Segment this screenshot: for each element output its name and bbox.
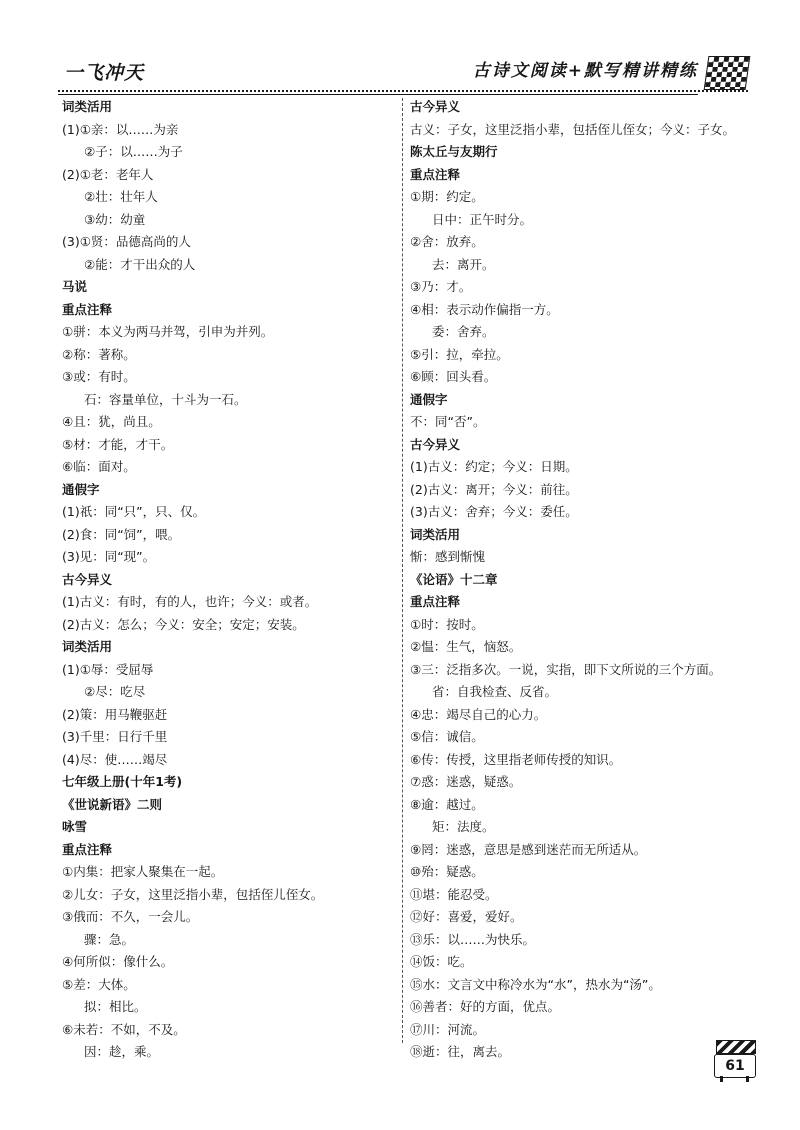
note-line: 骤：急。 [84, 931, 135, 947]
right-column [410, 96, 755, 1064]
note-line: ②能：才干出众的人 [84, 256, 196, 272]
column-divider [402, 98, 403, 1043]
note-line: (1)古义：有时，有的人，也许；今义：或者。 [62, 594, 318, 609]
section-heading: 词类活用 [410, 526, 461, 542]
note-line: ③幼：幼童 [84, 211, 146, 227]
section-heading: 通假字 [62, 481, 100, 497]
note-line: (1)①亲：以……为亲 [62, 121, 179, 137]
section-heading: 咏雪 [62, 819, 88, 834]
note-line: ⑤信：诚信。 [410, 729, 484, 744]
note-line: (2)策：用马鞭驱赶 [62, 706, 168, 722]
note-line: (4)尽：使……竭尽 [62, 751, 168, 767]
note-line: 石：容量单位，十斗为一石。 [84, 391, 247, 407]
note-line: ⑯善者：好的方面，优点。 [410, 999, 561, 1014]
note-line: ①骈：本义为两马并驾，引申为并列。 [62, 324, 274, 339]
note-line: 不：同“否”。 [410, 414, 486, 429]
note-line: ①时：按时。 [410, 616, 484, 632]
note-line: ④忠：竭尽自己的心力。 [410, 706, 547, 722]
section-heading: 词类活用 [62, 99, 113, 114]
section-heading: 词类活用 [62, 639, 113, 654]
note-line: ⑱逝：往，离去。 [410, 1044, 511, 1059]
barrier-stripes-icon [716, 1040, 756, 1054]
note-line: 日中：正午时分。 [432, 211, 533, 227]
note-line: 省：自我检查、反省。 [432, 684, 558, 699]
note-line: ⑥顾：回头看。 [410, 369, 497, 384]
page-header [58, 48, 748, 90]
note-line: ①期：约定。 [410, 189, 484, 204]
section-heading: 七年级上册(十年1考) [62, 774, 183, 789]
note-line: ④何所似：像什么。 [62, 954, 174, 969]
note-line: ⑫好：喜爱，爱好。 [410, 909, 523, 924]
section-heading: 古今异义 [62, 571, 113, 587]
barrier-leg-icon [720, 1076, 723, 1082]
note-line: ②舍：放弃。 [410, 234, 484, 249]
note-line: (2)古义：怎么；今义：安全；安定；安装。 [62, 616, 305, 632]
note-line: ⑭饭：吃。 [410, 954, 473, 969]
note-line: 拟：相比。 [84, 999, 147, 1014]
note-line: ④相：表示动作偏指一方。 [410, 301, 559, 317]
note-line: ⑪堪：能忍受。 [410, 886, 498, 902]
note-line: ⑨罔：迷惑，意思是感到迷茫而无所适从。 [410, 841, 647, 857]
note-line: 矩：法度。 [432, 819, 495, 834]
note-line: (3)见：同“现”。 [62, 549, 156, 564]
header-dotted-rule [58, 90, 748, 92]
barrier-leg-icon [746, 1076, 749, 1082]
left-column [62, 96, 397, 1064]
note-line: ②称：著称。 [62, 346, 136, 362]
page-number-badge [712, 1040, 758, 1082]
section-heading: 重点注释 [410, 594, 461, 609]
header-rule [58, 94, 698, 95]
note-line: ③或：有时。 [62, 369, 136, 384]
section-heading: 重点注释 [410, 166, 461, 182]
section-heading: 马说 [62, 279, 88, 294]
note-line: ③俄而：不久，一会儿。 [62, 909, 199, 924]
section-heading: 通假字 [410, 391, 448, 407]
note-line: ②壮：壮年人 [84, 189, 158, 204]
note-line: (3)①贤：品德高尚的人 [62, 234, 191, 249]
section-heading: 陈太丘与友期行 [410, 144, 498, 159]
brand-logo: 一飞冲天 [64, 62, 145, 84]
section-heading: 《世说新语》二则 [62, 796, 163, 812]
note-line: 古义：子女，这里泛指小辈，包括侄儿侄女；今义：子女。 [410, 121, 736, 137]
note-line: ⑤差：大体。 [62, 976, 136, 992]
note-line: ⑮水：文言文中称冷水为“水”，热水为“汤”。 [410, 976, 661, 992]
note-line: (1)祇：同“只”，只、仅。 [62, 504, 206, 519]
note-line: 去：离开。 [432, 256, 495, 272]
note-line: ③三：泛指多次。一说，实指，即下文所说的三个方面。 [410, 661, 722, 677]
section-heading: 古今异义 [410, 99, 461, 114]
note-line: (3)古义：舍弃；今义：委任。 [410, 504, 578, 519]
note-line: 因：趁，乘。 [84, 1044, 160, 1059]
section-heading: 古今异义 [410, 436, 461, 452]
note-line: (3)千里：日行千里 [62, 729, 168, 744]
section-heading: 重点注释 [62, 301, 113, 317]
note-line: ②尽：吃尽 [84, 684, 146, 699]
book-title: 古诗文阅读+默写精讲精练 [472, 61, 698, 81]
note-line: (2)古义：离开；今义：前往。 [410, 481, 578, 497]
checkered-flag-icon [704, 56, 751, 90]
note-line: ②子：以……为子 [84, 144, 183, 159]
note-line: ⑬乐：以……为快乐。 [410, 931, 536, 947]
note-line: ①内集：把家人聚集在一起。 [62, 864, 224, 879]
note-line: ⑩殆：疑惑。 [410, 864, 484, 879]
note-line: ②愠：生气，恼怒。 [410, 639, 522, 654]
note-line: ⑦惑：迷惑，疑惑。 [410, 774, 522, 789]
note-line: ⑤材：才能，才干。 [62, 436, 174, 452]
note-line: 惭：感到惭愧 [410, 549, 486, 564]
note-line: 委：舍弃。 [432, 324, 495, 339]
note-line: ④且：犹，尚且。 [62, 414, 161, 429]
note-line: (2)食：同“饲”，喂。 [62, 526, 181, 542]
page-number: 61 [714, 1054, 756, 1078]
note-line: ②儿女：子女，这里泛指小辈，包括侄儿侄女。 [62, 886, 324, 902]
note-line: ⑥未若：不如，不及。 [62, 1021, 186, 1037]
note-line: ⑰川：河流。 [410, 1021, 486, 1037]
note-line: ⑧逾：越过。 [410, 796, 484, 812]
section-heading: 《论语》十二章 [410, 571, 498, 587]
note-line: (2)①老：老年人 [62, 166, 154, 182]
note-line: ⑥传：传授，这里指老师传授的知识。 [410, 751, 622, 767]
section-heading: 重点注释 [62, 841, 113, 857]
note-line: ⑥临：面对。 [62, 459, 136, 474]
note-line: ③乃：才。 [410, 279, 472, 294]
note-line: (1)古义：约定；今义：日期。 [410, 459, 578, 474]
note-line: ⑤引：拉，牵拉。 [410, 346, 509, 362]
note-line: (1)①辱：受屈辱 [62, 661, 154, 677]
